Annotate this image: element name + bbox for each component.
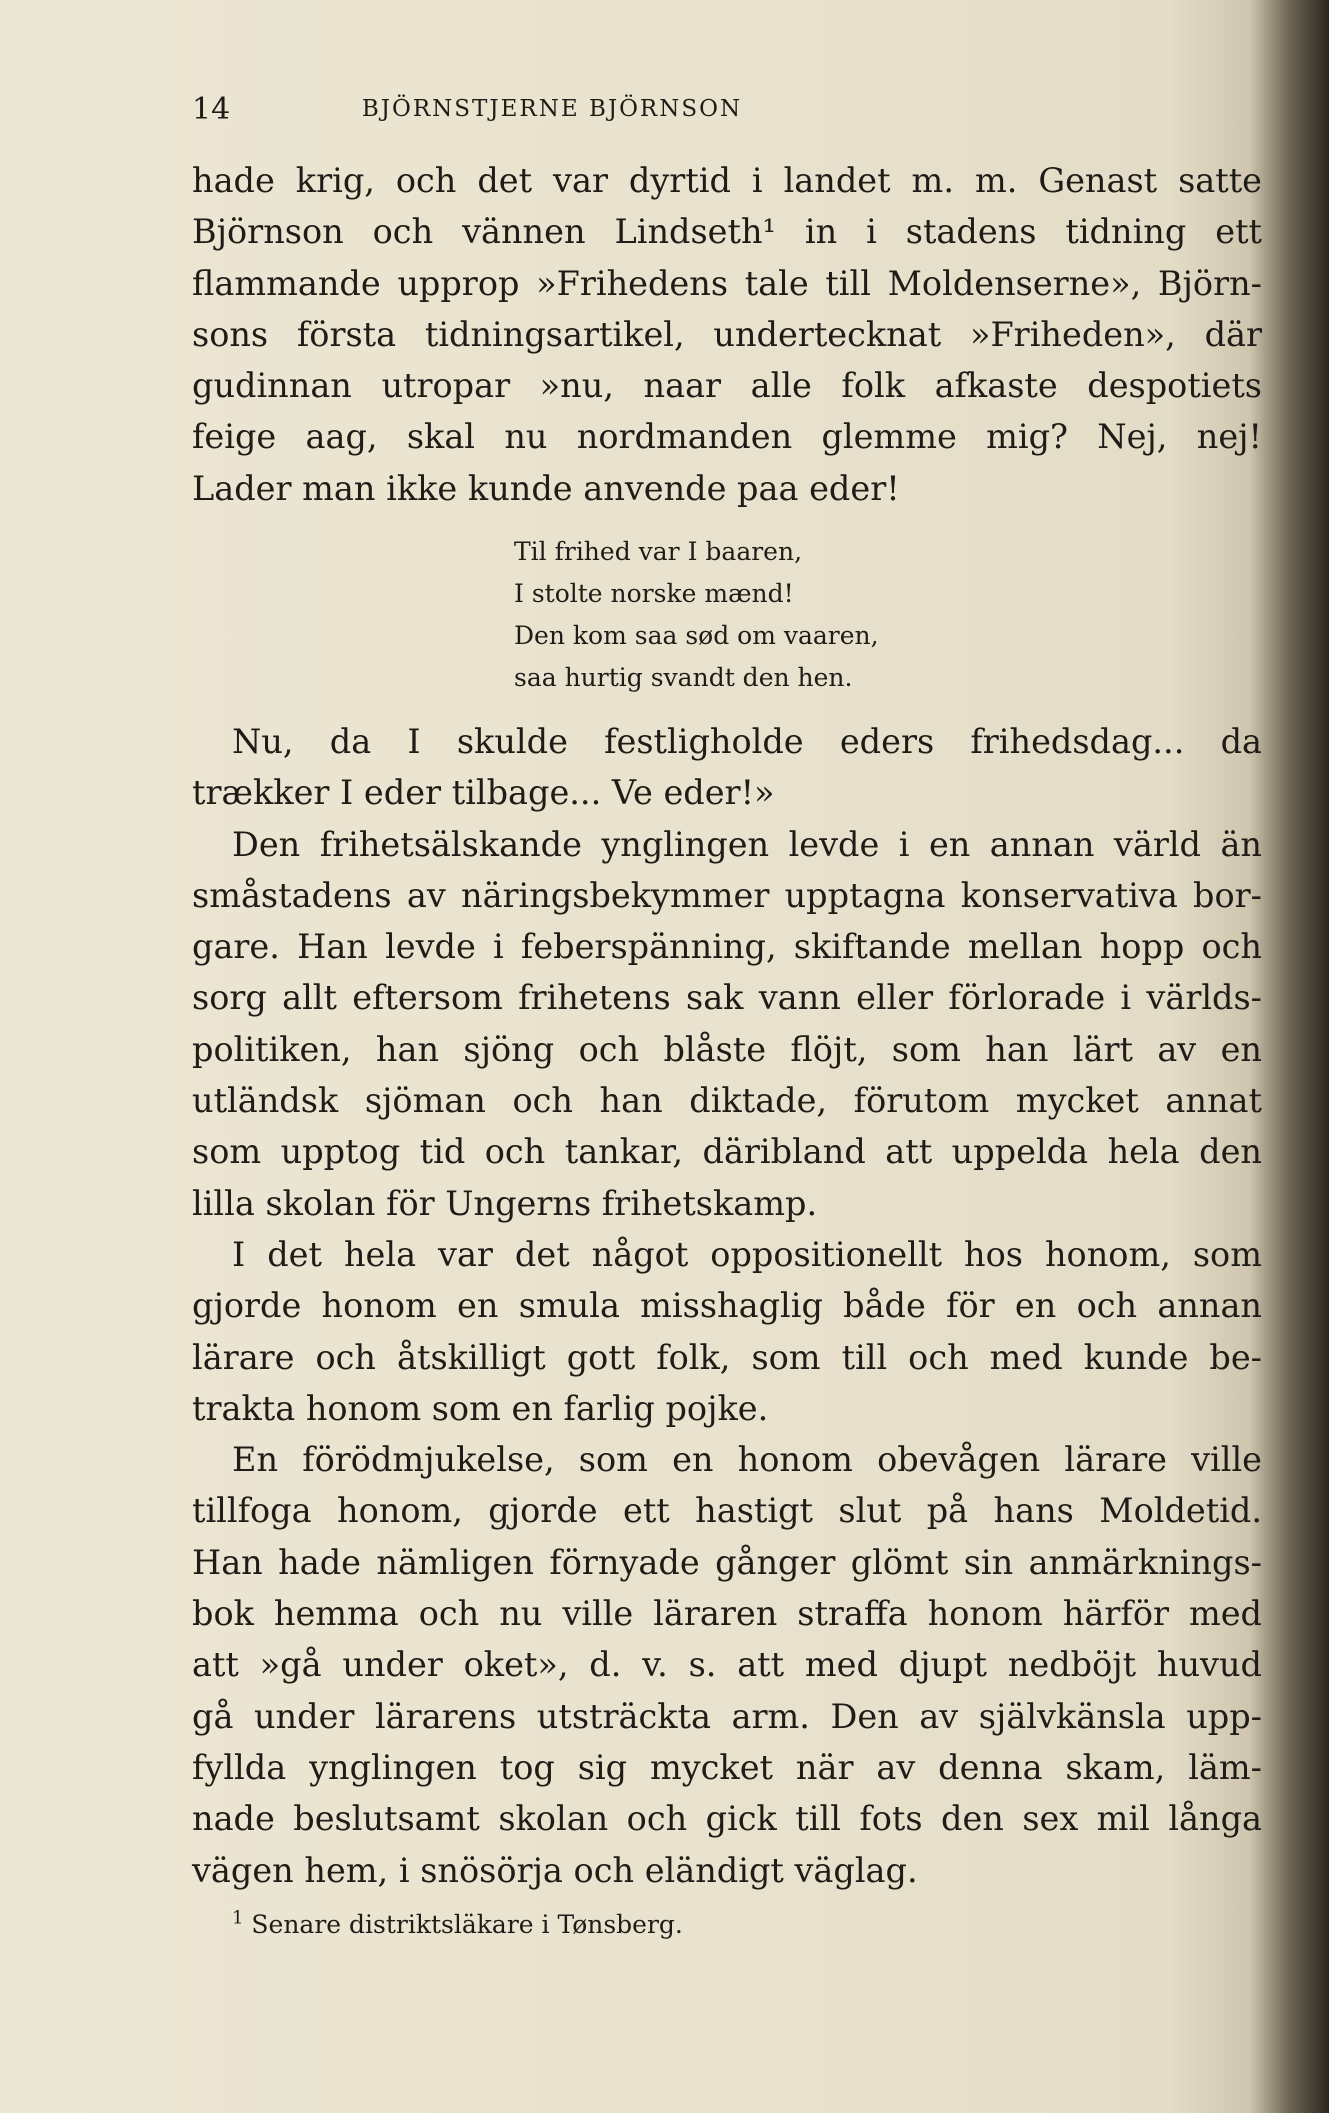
text-line: Den frihetsälskande ynglingen levde i en annan värld än [232, 824, 1262, 864]
text-line: Lader man ikke kunde anvende paa eder! [192, 468, 900, 508]
footnote-marker: 1 [232, 1907, 244, 1929]
text-line: Nu, da I skulde festligholde eders frihedsdag... da [232, 722, 1262, 761]
text-line: feige aag, skal nu nordmanden glemme mig? Nej, nej! [192, 417, 1262, 457]
text-line: En förödmjukelse, som en honom obevågen lärare ville [232, 1440, 1262, 1480]
text-line: som upptog tid och tankar, däribland att uppelda hela den [192, 1132, 1262, 1172]
text-line: trakta honom som en farlig pojke. [192, 1388, 769, 1428]
text-line: utländsk sjöman och han diktade, förutom mycket annat [192, 1081, 1262, 1121]
text-line: fyllda ynglingen tog sig mycket när av denna skam, läm- [192, 1747, 1262, 1787]
text-line: gå under lärarens utsträckta arm. Den av självkänsla upp- [192, 1696, 1262, 1736]
text-line: sons första tidningsartikel, undertecknat »Friheden», där [192, 314, 1262, 354]
text-line: bok hemma och nu ville läraren straffa honom härför med [192, 1594, 1262, 1634]
text-line: politiken, han sjöng och blåste flöjt, som han lärt av en [192, 1029, 1262, 1069]
text-line: att »gå under oket», d. v. s. att med djupt nedböjt huvud [192, 1645, 1262, 1685]
verse-line: Til frihed var I baaren, [514, 537, 803, 566]
text-line: I det hela var det något oppositionellt hos honom, som [232, 1234, 1262, 1274]
text-line: vägen hem, i snösörja och eländigt väglag. [192, 1850, 918, 1890]
text-line: nade beslutsamt skolan och gick till fots den sex mil långa [192, 1799, 1262, 1839]
text-line: gjorde honom en smula misshaglig både för en och annan [192, 1286, 1262, 1326]
page-number: 14 [192, 92, 231, 127]
footnote [232, 1907, 683, 1939]
text-line: småstadens av näringsbekymmer upptagna konservativa bor- [192, 875, 1262, 915]
text-line: Björnson och vännen Lindseth¹ in i stadens tidning ett [192, 212, 1262, 252]
text-line: tillfoga honom, gjorde ett hastigt slut på hans Moldetid. [192, 1491, 1262, 1531]
text-line: gare. Han levde i feberspänning, skiftande mellan hopp och [192, 927, 1262, 967]
text-line: trækker I eder tilbage... Ve eder!» [192, 773, 775, 813]
verse-line: Den kom saa sød om vaaren, [514, 621, 879, 650]
body-text-top [192, 155, 1262, 514]
page-header [192, 92, 1262, 132]
verse-line: saa hurtig svandt den hen. [514, 663, 853, 692]
text-line: Han hade nämligen förnyade gånger glömt sin anmärknings- [192, 1542, 1262, 1582]
verse-line: I stolte norske mænd! [514, 579, 794, 608]
running-head: BJÖRNSTJERNE BJÖRNSON [361, 96, 743, 122]
text-line: gudinnan utropar »nu, naar alle folk afkaste despotiets [192, 366, 1262, 406]
text-line: lärare och åtskilligt gott folk, som till och med kunde be- [192, 1337, 1262, 1377]
text-line: lilla skolan för Ungerns frihetskamp. [192, 1183, 818, 1223]
verse-block [514, 531, 1074, 699]
footnote-text: Senare distriktsläkare i Tønsberg. [251, 1910, 683, 1939]
text-line: hade krig, och det var dyrtid i landet m. m. Genast satte [192, 161, 1262, 200]
body-text-bottom [192, 716, 1262, 1896]
text-line: flammande upprop »Frihedens tale till Moldenserne», Björn- [192, 263, 1262, 303]
text-line: sorg allt eftersom frihetens sak vann eller förlorade i världs- [192, 978, 1262, 1018]
